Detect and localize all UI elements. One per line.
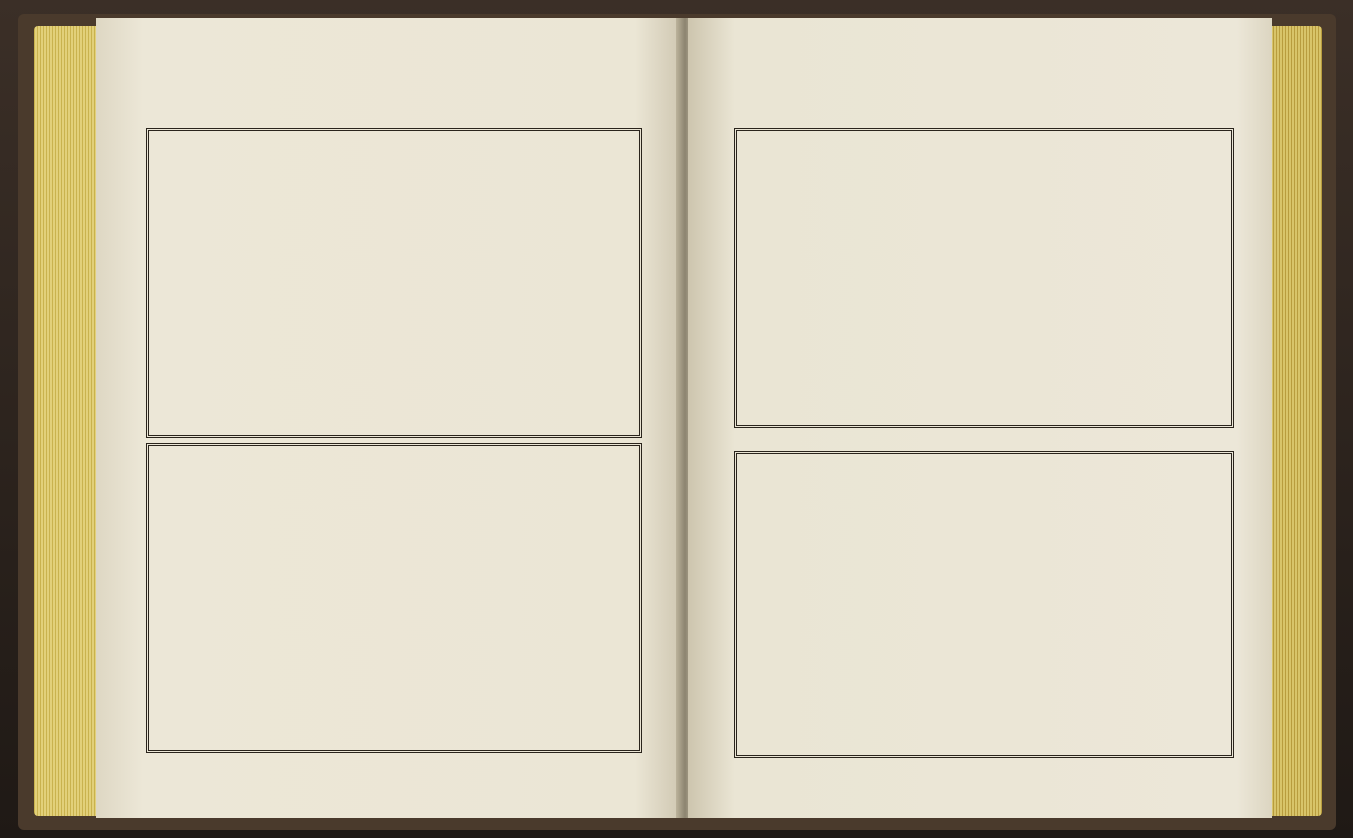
right-page	[688, 18, 1272, 818]
page-edges-left	[34, 26, 102, 816]
left-page	[96, 18, 682, 818]
population-table-1753	[146, 128, 642, 438]
population-table-1758	[146, 443, 642, 753]
population-table-1771	[734, 451, 1234, 758]
population-table-1760	[734, 128, 1234, 428]
